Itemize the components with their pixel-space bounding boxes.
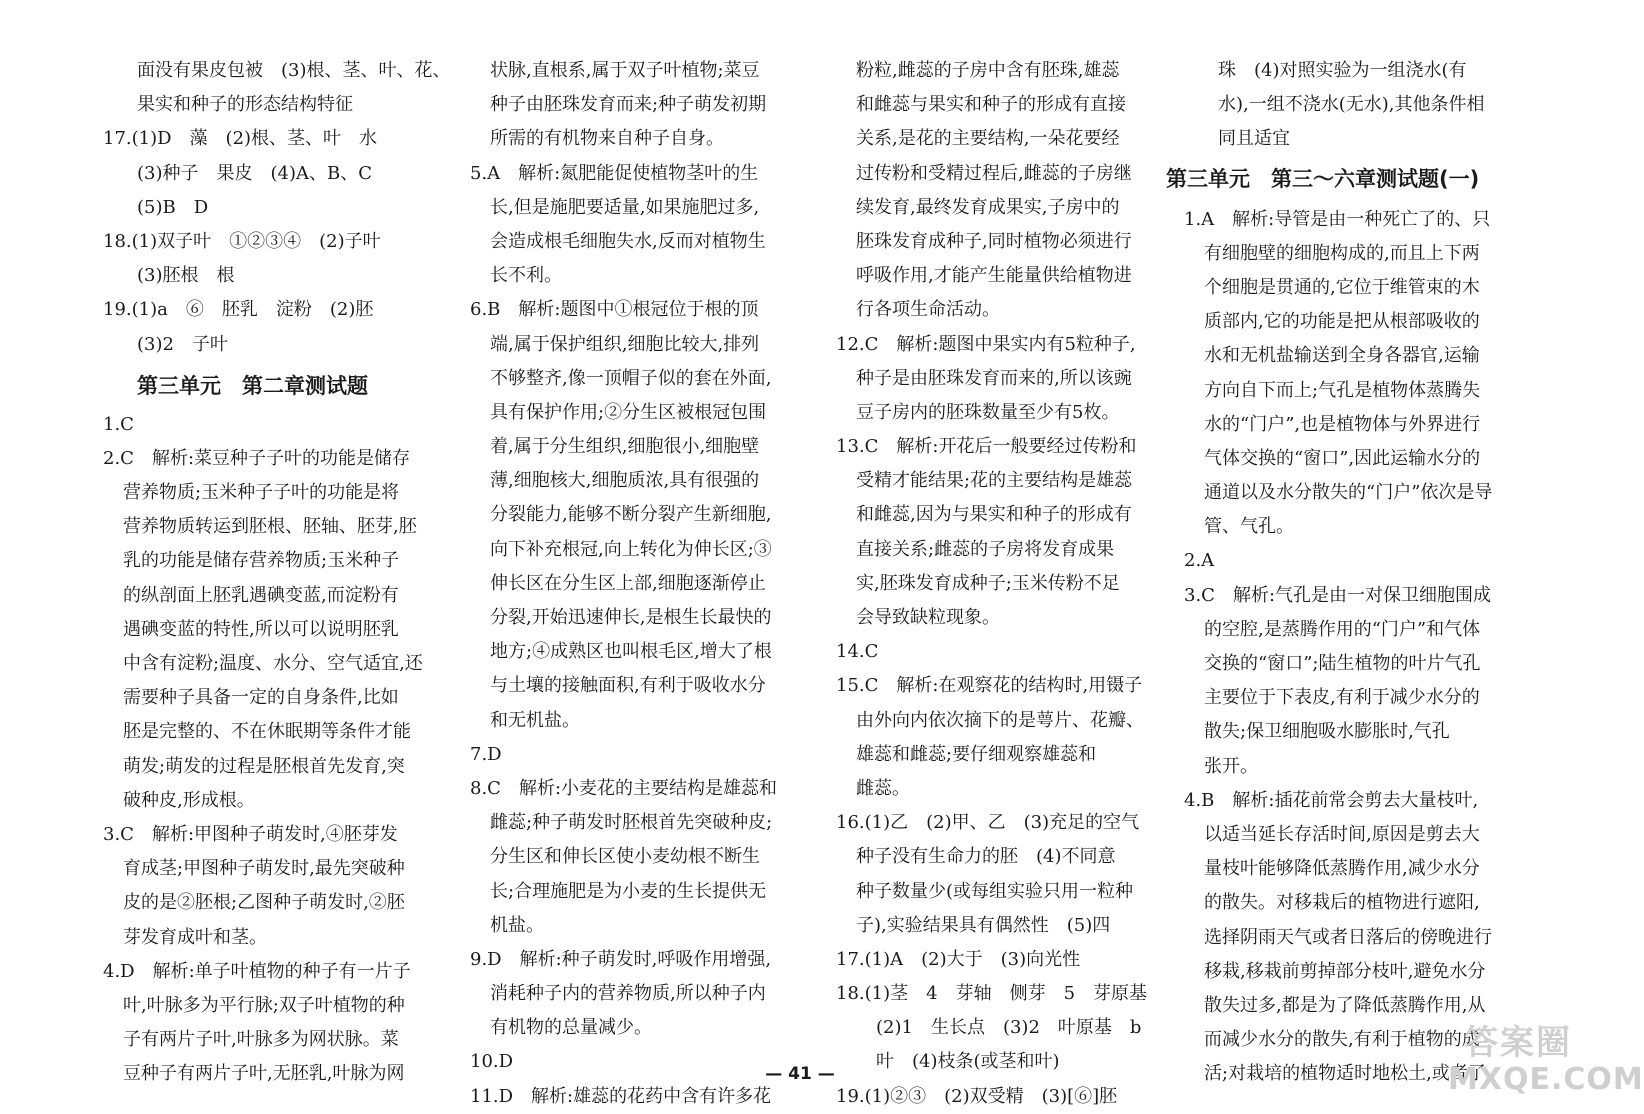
text-line: 机盐。 — [490, 914, 544, 936]
text-line: 子),实验结果具有偶然性 (5)四 — [856, 914, 1111, 936]
text-line: 薄,细胞核大,细胞质浓,具有很强的 — [490, 470, 760, 492]
text-line: 质部内,它的功能是把从根部吸收的 — [1204, 311, 1480, 333]
text-line: 个细胞是贯通的,它位于维管束的木 — [1204, 276, 1480, 298]
text-line: 粉粒,雌蕊的子房中含有胚珠,雄蕊 — [856, 60, 1120, 81]
text-line: 13.C 解析:开花后一般要经过传粉和 — [836, 436, 1137, 458]
text-line: 长,但是施肥要适量,如果施肥过多, — [490, 196, 760, 218]
text-line: 营养物质;玉米种子子叶的功能是将 — [123, 482, 400, 504]
text-line: 16.(1)乙 (2)甲、乙 (3)充足的空气 — [836, 812, 1140, 834]
text-line: 状脉,直根系,属于双子叶植物;菜豆 — [490, 60, 760, 81]
text-line: 散失过多,都是为了降低蒸腾作用,从 — [1204, 994, 1486, 1016]
text-line: 豆子房内的胚珠数量至少有5枚。 — [856, 401, 1120, 423]
text-line: 4.D 解析:单子叶植物的种子有一片子 — [103, 960, 411, 982]
text-line: 萌发;萌发的过程是胚根首先发育,突 — [123, 755, 405, 777]
text-line: 中含有淀粉;温度、水分、空气适宜,还 — [123, 653, 423, 674]
text-line: 长;合理施肥是为小麦的生长提供无 — [490, 880, 767, 902]
text-line: 管、气孔。 — [1204, 516, 1294, 538]
text-line: 叶 (4)枝条(或茎和叶) — [876, 1051, 1060, 1073]
text-line: 的纵剖面上胚乳遇碘变蓝,而淀粉有 — [123, 584, 399, 606]
text-line: 雄蕊和雌蕊;要仔细观察雄蕊和 — [856, 743, 1097, 765]
text-line: 遇碘变蓝的特性,所以可以说明胚乳 — [123, 618, 399, 640]
text-line: 1.C — [103, 413, 134, 435]
text-line: 直接关系;雌蕊的子房将发育成果 — [856, 538, 1115, 560]
text-line: 续发育,最终发育成果实,子房中的 — [856, 196, 1120, 218]
text-line: 5.A 解析:氮肥能促使植物茎叶的生 — [470, 162, 759, 184]
text-line: 3.C 解析:气孔是由一对保卫细胞围成 — [1184, 584, 1492, 606]
text-line: 过传粉和受精过程后,雌蕊的子房继 — [856, 162, 1132, 184]
text-line: 18.(1)双子叶 ①②③④ (2)子叶 — [103, 230, 381, 252]
text-line: 同且适宜 — [1218, 128, 1290, 150]
text-line: 14.C — [836, 641, 879, 663]
text-line: 移栽,移栽前剪掉部分枝叶,避免水分 — [1204, 960, 1486, 982]
col4-block-b — [1184, 203, 1530, 1092]
text-line: 气体交换的“窗口”,因此运输水分的 — [1204, 447, 1481, 469]
text-line: 和无机盐。 — [490, 709, 580, 731]
text-line: 10.D — [470, 1051, 514, 1073]
text-line: 水的“门户”,也是植物体与外界进行 — [1204, 413, 1481, 435]
text-line: 19.(1)②③ (2)双受精 (3)[⑥]胚 — [836, 1085, 1118, 1107]
text-line: 果实和种子的形态结构特征 — [137, 94, 353, 116]
text-line: 水和无机盐输送到全身各器官,运输 — [1204, 345, 1480, 367]
text-line: 子有两片子叶,叶脉多为网状脉。菜 — [123, 1029, 399, 1051]
column-3 — [836, 54, 1172, 1114]
text-line: 散失;保卫细胞吸水膨胀时,气孔 — [1204, 721, 1450, 743]
text-line: 实,胚珠发育成种子;玉米传粉不足 — [856, 572, 1120, 594]
text-line: 会导致缺粒现象。 — [856, 607, 1000, 628]
text-line: 胚是完整的、不在休眠期等条件才能 — [123, 721, 411, 743]
text-line: 活;对栽培的植物适时地松土,或者了 — [1204, 1063, 1486, 1085]
col1-block-a — [103, 54, 451, 122]
text-line: 种子是由胚珠发育而来的,所以该豌 — [856, 367, 1132, 389]
text-line: 长不利。 — [490, 265, 562, 287]
text-line: 11.D 解析:雄蕊的花药中含有许多花 — [470, 1085, 772, 1107]
text-line: 消耗种子内的营养物质,所以种子内 — [490, 983, 766, 1005]
text-line: 种子由胚珠发育而来;种子萌发初期 — [490, 94, 767, 116]
text-line: 破种皮,形成根。 — [123, 789, 255, 811]
text-line: 19.(1)a ⑥ 胚乳 淀粉 (2)胚 — [103, 299, 374, 321]
text-line: (2)1 生长点 (3)2 叶原基 b — [876, 1017, 1142, 1039]
text-line: 分生区和伸长区使小麦幼根不断生 — [490, 846, 760, 868]
text-line: 胚珠发育成种子,同时植物必须进行 — [856, 230, 1132, 252]
text-line: 和雌蕊,因为与果实和种子的形成有 — [856, 504, 1132, 526]
col1-block-c — [103, 408, 439, 1092]
text-line: 所需的有机物来自种子自身。 — [490, 128, 724, 150]
col1-block-b — [103, 122, 439, 361]
text-line: 豆种子有两片子叶,无胚乳,叶脉为网 — [123, 1063, 405, 1085]
column-4 — [1166, 54, 1530, 1091]
col4-block-a — [1184, 54, 1530, 157]
text-line: 需要种子具备一定的自身条件,比如 — [123, 687, 399, 709]
text-line: 张开。 — [1204, 755, 1258, 777]
text-line: 皮的是②胚根;乙图种子萌发时,②胚 — [123, 892, 405, 914]
text-line: 会造成根毛细胞失水,反而对植物生 — [490, 230, 766, 252]
text-line: 的散失。对移栽后的植物进行遮阳, — [1204, 892, 1480, 914]
text-line: 2.A — [1184, 550, 1215, 572]
text-line: 17.(1)A (2)大于 (3)向光性 — [836, 948, 1081, 970]
text-line: 珠 (4)对照实验为一组浇水(有 — [1218, 60, 1467, 81]
text-line: 呼吸作用,才能产生能量供给植物进 — [856, 265, 1132, 287]
text-line: 17.(1)D 藻 (2)根、茎、叶 水 — [103, 128, 378, 150]
text-line: 选择阴雨天气或者日落后的傍晚进行 — [1204, 926, 1492, 948]
watermark-text-cn: 答案圈 — [1464, 1023, 1572, 1063]
text-line: 种子没有生命力的胚 (4)不同意 — [856, 846, 1116, 868]
text-line: 3.C 解析:甲图种子萌发时,④胚芽发 — [103, 823, 398, 845]
text-line: 不够整齐,像一顶帽子似的套在外面, — [490, 367, 772, 389]
text-line: 2.C 解析:菜豆种子子叶的功能是储存 — [103, 447, 411, 469]
text-line: 由外向内依次摘下的是萼片、花瓣、 — [856, 709, 1144, 731]
section-heading: 第三单元 第三～六章测试题(一) — [1166, 166, 1480, 191]
text-line: 叶,叶脉多为平行脉;双子叶植物的种 — [123, 994, 405, 1016]
text-line: (3)2 子叶 — [137, 333, 228, 355]
text-line: 面没有果皮包被 (3)根、茎、叶、花、 — [137, 60, 451, 81]
column-2 — [470, 54, 806, 1114]
text-line: 7.D — [470, 743, 502, 765]
text-line: 与土壤的接触面积,有利于吸收水分 — [490, 675, 766, 697]
section-heading: 第三单元 第二章测试题 — [137, 373, 368, 398]
text-line: 营养物质转运到胚根、胚轴、胚芽,胚 — [123, 516, 417, 538]
text-line: 6.B 解析:题图中①根冠位于根的顶 — [470, 299, 759, 321]
text-line: 着,属于分生组织,细胞很小,细胞壁 — [490, 436, 760, 458]
text-line: 以适当延长存活时间,原因是剪去大 — [1204, 823, 1480, 845]
text-line: 端,属于保护组织,细胞比较大,排列 — [490, 333, 760, 355]
text-line: 1.A 解析:导管是由一种死亡了的、只 — [1184, 208, 1491, 230]
text-line: 地方;④成熟区也叫根毛区,增大了根 — [490, 641, 772, 663]
text-line: 分裂能力,能够不断分裂产生新细胞, — [490, 504, 772, 526]
text-line: 15.C 解析:在观察花的结构时,用镊子 — [836, 675, 1143, 697]
text-line: 的空腔,是蒸腾作用的“门户”和气体 — [1204, 618, 1481, 640]
text-line: 有机物的总量减少。 — [490, 1017, 652, 1039]
text-line: 4.B 解析:插花前常会剪去大量枝叶, — [1184, 789, 1479, 811]
text-line: 育成茎;甲图种子萌发时,最先突破种 — [123, 858, 405, 880]
text-line: 18.(1)茎 4 芽轴 侧芽 5 芽原基 — [836, 983, 1148, 1005]
text-line: 而减少水分的散失,有利于植物的成 — [1204, 1029, 1480, 1051]
text-line: 分裂,开始迅速伸长,是根生长最快的 — [490, 607, 772, 628]
text-line: 乳的功能是储存营养物质;玉米种子 — [123, 550, 400, 572]
text-line: 量枝叶能够降低蒸腾作用,减少水分 — [1204, 858, 1480, 880]
page-number: — 41 — — [765, 1064, 835, 1084]
text-line: (3)种子 果皮 (4)A、B、C — [137, 162, 372, 184]
text-line: 具有保护作用;②分生区被根冠包围 — [490, 401, 767, 423]
column-1 — [103, 54, 451, 1091]
text-line: 12.C 解析:题图中果实内有5粒种子, — [836, 333, 1136, 355]
watermark-logo — [1448, 1022, 1644, 1100]
text-line: 通道以及水分散失的“门户”依次是导 — [1204, 482, 1493, 504]
text-line: 雌蕊;种子萌发时胚根首先突破种皮; — [490, 812, 773, 834]
text-line: 芽发育成叶和茎。 — [123, 926, 267, 948]
text-line: 主要位于下表皮,有利于减少水分的 — [1204, 687, 1480, 709]
text-line: 9.D 解析:种子萌发时,呼吸作用增强, — [470, 948, 772, 970]
text-line: 种子数量少(或每组实验只用一粒种 — [856, 880, 1134, 902]
text-line: 向下补充根冠,向上转化为伸长区;③ — [490, 538, 772, 560]
text-line: 有细胞壁的细胞构成的,而且上下两 — [1204, 242, 1480, 264]
watermark-text-en: MXQE.COM — [1448, 1062, 1644, 1097]
text-line: 伸长区在分生区上部,细胞逐渐停止 — [490, 572, 766, 594]
text-line: 关系,是花的主要结构,一朵花要经 — [856, 128, 1120, 150]
text-line: (3)胚根 根 — [137, 265, 235, 287]
text-line: (5)B D — [137, 196, 209, 218]
text-line: 雌蕊。 — [856, 777, 910, 799]
text-line: 8.C 解析:小麦花的主要结构是雄蕊和 — [470, 777, 778, 799]
text-line: 水),一组不浇水(无水),其他条件相 — [1218, 94, 1485, 116]
text-line: 和雌蕊与果实和种子的形成有直接 — [856, 94, 1126, 116]
text-line: 方向自下而上;气孔是植物体蒸腾失 — [1204, 379, 1481, 401]
text-line: 交换的“窗口”;陆生植物的叶片气孔 — [1204, 653, 1481, 674]
text-line: 受精才能结果;花的主要结构是雄蕊 — [856, 470, 1133, 492]
text-line: 行各项生命活动。 — [856, 299, 1000, 321]
